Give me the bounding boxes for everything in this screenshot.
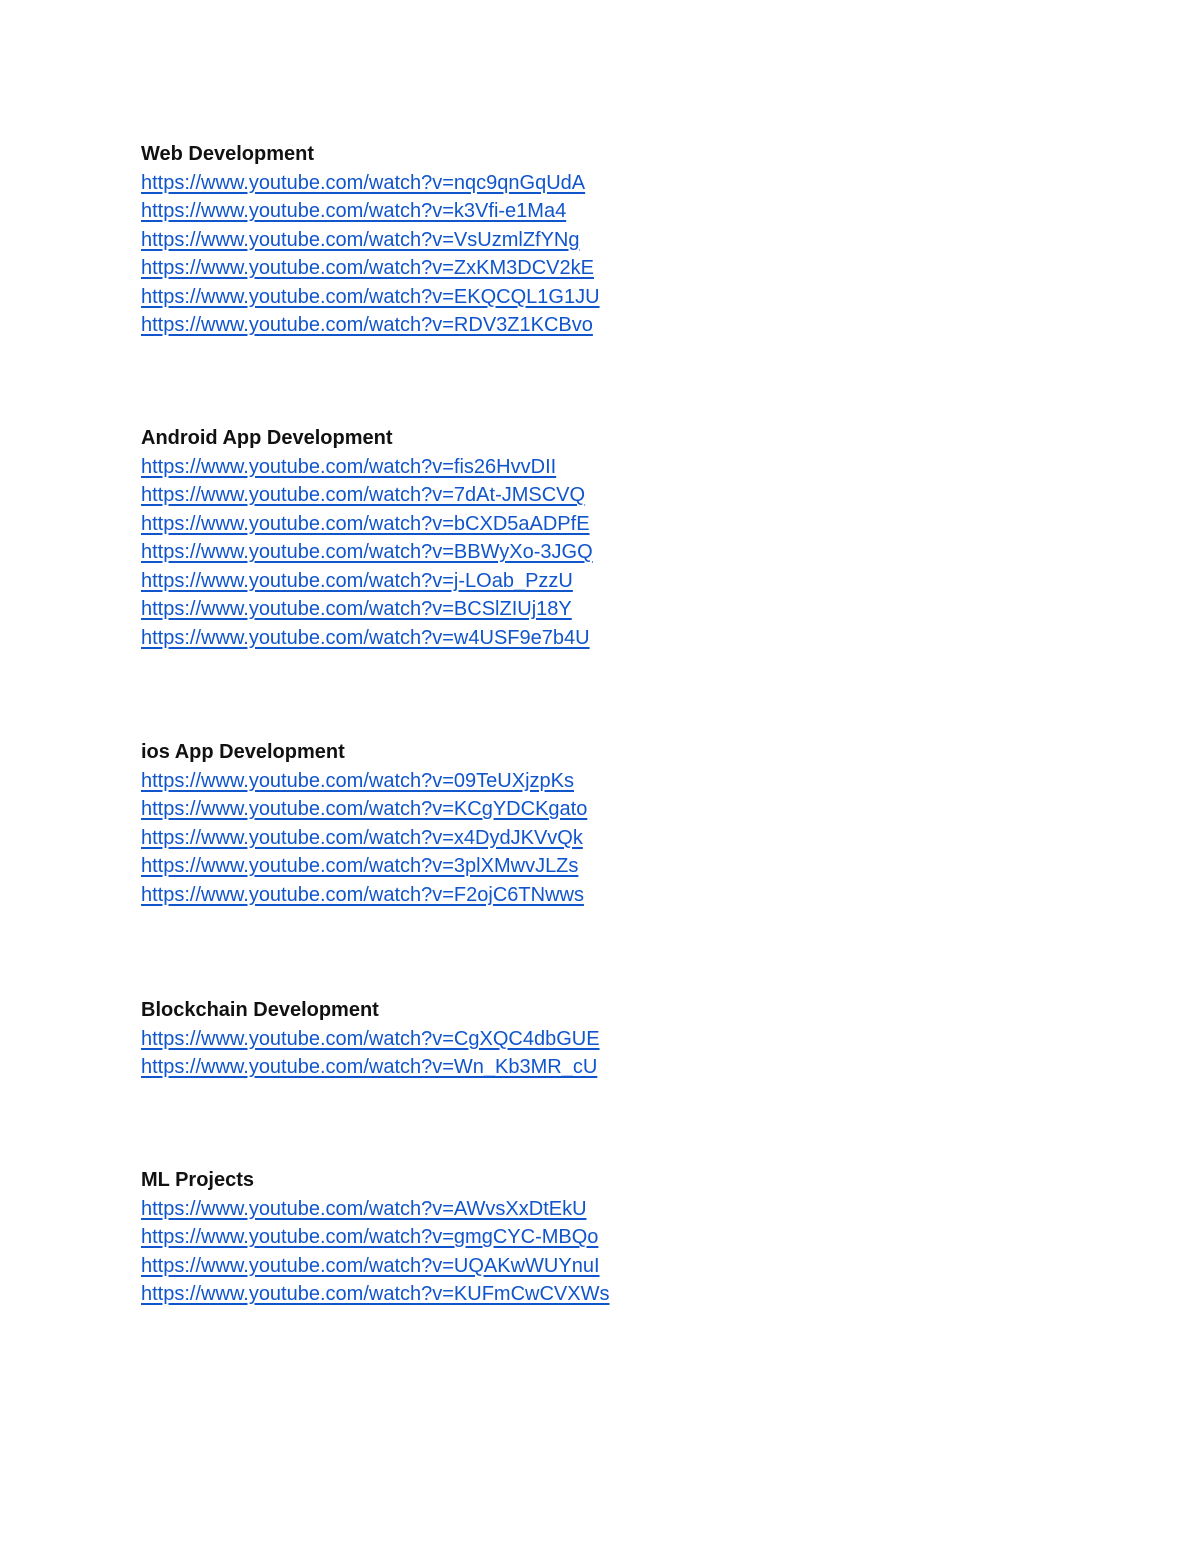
video-link[interactable]: https://www.youtube.com/watch?v=CgXQC4dbGUE xyxy=(141,1027,600,1050)
list-item xyxy=(141,1252,1041,1281)
video-link[interactable]: https://www.youtube.com/watch?v=VsUzmlZfYNg xyxy=(141,228,580,251)
list-item xyxy=(141,1195,1041,1224)
video-link[interactable]: https://www.youtube.com/watch?v=BCSlZIUj18Y xyxy=(141,598,572,620)
video-link[interactable]: https://www.youtube.com/watch?v=7dAt-JMSCVQ xyxy=(141,484,586,506)
video-link[interactable]: https://www.youtube.com/watch?v=w4USF9e7b4U xyxy=(141,626,590,649)
list-item xyxy=(141,254,1041,283)
list-item xyxy=(141,1223,1041,1252)
video-link[interactable]: https://www.youtube.com/watch?v=j-LOab_PzzU xyxy=(141,569,573,592)
list-item xyxy=(141,852,1041,881)
list-item xyxy=(141,453,1041,482)
section-heading: ios App Development xyxy=(141,741,345,763)
list-item xyxy=(141,510,1041,539)
video-link[interactable]: https://www.youtube.com/watch?v=bCXD5aADPfE xyxy=(141,512,590,535)
section-web-development xyxy=(141,140,1041,340)
video-link[interactable]: https://www.youtube.com/watch?v=AWvsXxDtEkU xyxy=(141,1197,587,1220)
video-link[interactable]: https://www.youtube.com/watch?v=x4DydJKVvQk xyxy=(141,826,583,849)
video-link[interactable]: https://www.youtube.com/watch?v=Wn_Kb3MR_cU xyxy=(141,1056,598,1078)
link-list xyxy=(141,1195,1041,1309)
list-item xyxy=(141,311,1041,340)
section-ml-projects xyxy=(141,1166,1041,1309)
section-heading: Web Development xyxy=(141,143,314,165)
list-item xyxy=(141,595,1041,624)
video-link[interactable]: https://www.youtube.com/watch?v=RDV3Z1KCBvo xyxy=(141,314,593,336)
link-list xyxy=(141,767,1041,910)
video-link[interactable]: https://www.youtube.com/watch?v=UQAKwWUYnuI xyxy=(141,1254,600,1277)
list-item xyxy=(141,169,1041,198)
video-link[interactable]: https://www.youtube.com/watch?v=BBWyXo-3JGQ xyxy=(141,541,593,563)
video-link[interactable]: https://www.youtube.com/watch?v=k3Vfi-e1Ma4 xyxy=(141,200,567,222)
section-heading: ML Projects xyxy=(141,1169,254,1191)
video-link[interactable]: https://www.youtube.com/watch?v=fis26HvvDII xyxy=(141,455,557,478)
section-heading: Android App Development xyxy=(141,427,393,449)
list-item xyxy=(141,824,1041,853)
video-link[interactable]: https://www.youtube.com/watch?v=ZxKM3DCV2kE xyxy=(141,257,594,279)
list-item xyxy=(141,795,1041,824)
list-item xyxy=(141,538,1041,567)
video-link[interactable]: https://www.youtube.com/watch?v=nqc9qnGqUdA xyxy=(141,171,586,194)
list-item xyxy=(141,481,1041,510)
video-link[interactable]: https://www.youtube.com/watch?v=EKQCQL1G1JU xyxy=(141,285,600,308)
list-item xyxy=(141,197,1041,226)
video-link[interactable]: https://www.youtube.com/watch?v=KCgYDCKgato xyxy=(141,798,588,820)
link-list xyxy=(141,453,1041,653)
video-link[interactable]: https://www.youtube.com/watch?v=gmgCYC-MBQo xyxy=(141,1226,599,1248)
list-item xyxy=(141,1280,1041,1309)
section-android-app-development xyxy=(141,424,1041,652)
section-blockchain-development xyxy=(141,996,1041,1082)
list-item xyxy=(141,624,1041,653)
list-item xyxy=(141,226,1041,255)
list-item xyxy=(141,767,1041,796)
video-link[interactable]: https://www.youtube.com/watch?v=KUFmCwCVXWs xyxy=(141,1283,610,1305)
list-item xyxy=(141,881,1041,910)
video-link[interactable]: https://www.youtube.com/watch?v=09TeUXjzpKs xyxy=(141,769,574,792)
list-item xyxy=(141,567,1041,596)
video-link[interactable]: https://www.youtube.com/watch?v=3plXMwvJLZs xyxy=(141,855,579,877)
link-list xyxy=(141,1025,1041,1082)
list-item xyxy=(141,1025,1041,1054)
section-ios-app-development xyxy=(141,738,1041,909)
list-item xyxy=(141,1053,1041,1082)
list-item xyxy=(141,283,1041,312)
link-list xyxy=(141,169,1041,340)
video-link[interactable]: https://www.youtube.com/watch?v=F2ojC6TNwws xyxy=(141,883,584,906)
section-heading: Blockchain Development xyxy=(141,999,379,1021)
